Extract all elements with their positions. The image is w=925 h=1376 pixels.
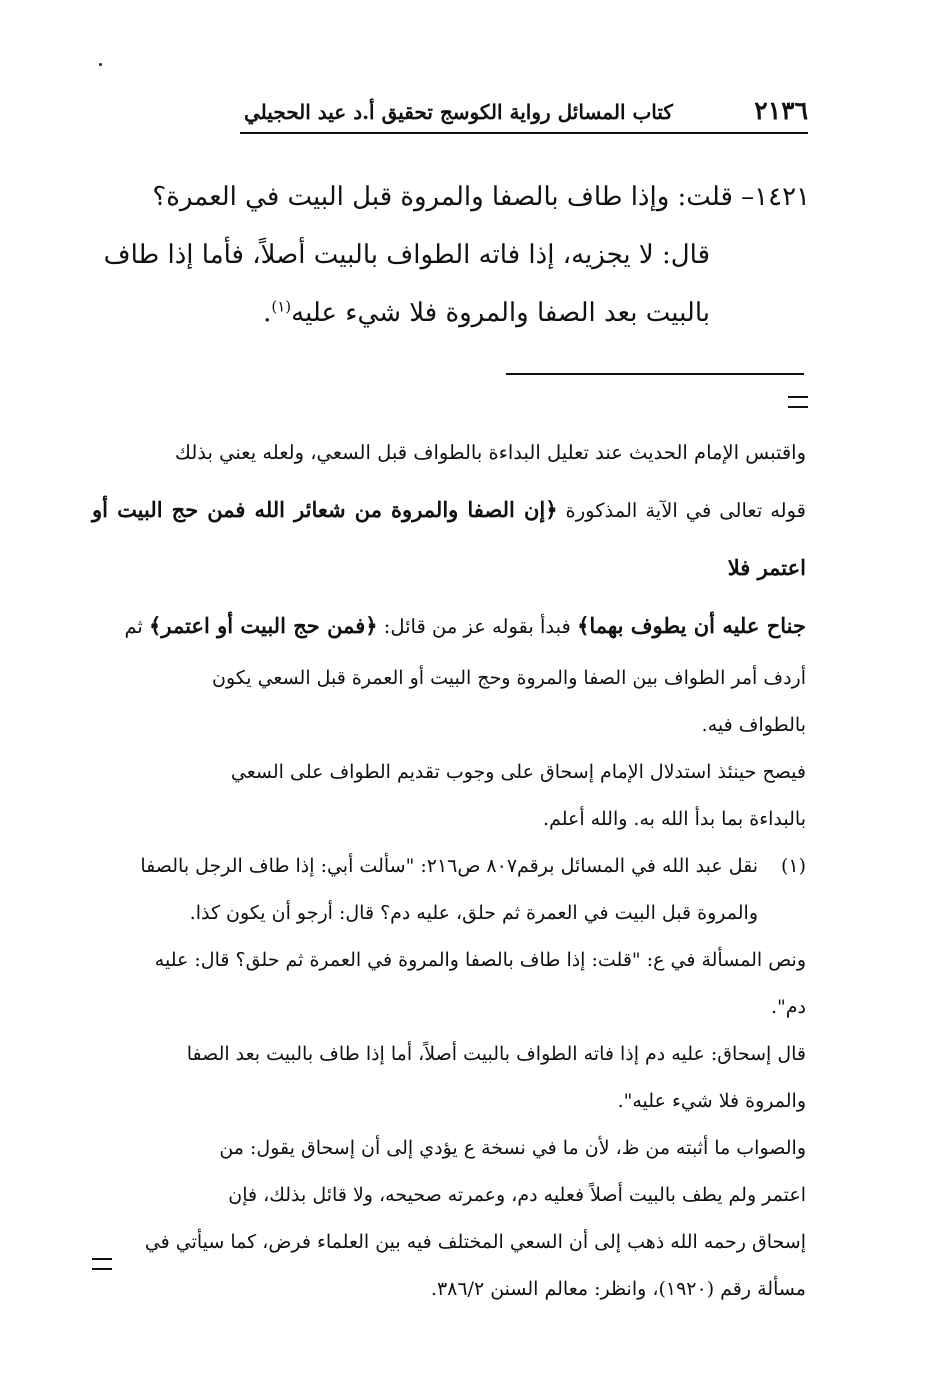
footnote-line: اعتمر ولم يطف بالبيت أصلاً فعليه دم، وعمرته صحيحه، ولا قائل بذلك، فإن [228, 1184, 806, 1206]
footnote-line: فيصح حينئذ استدلال الإمام إسحاق على وجوب تقديم الطواف على السعي [230, 761, 806, 783]
footnote-text: نقل عبد الله في المسائل برقم٨٠٧ ص٢١٦: "سألت أبي: إذا طاف الرجل بالصفا [140, 855, 758, 877]
footnote-line: قال إسحاق: عليه دم إذا فاته الطواف بالبيت أصلاً، أما إذا طاف بالبيت بعد الصفا [186, 1043, 806, 1065]
answer-line-1: قال: لا يجزيه، إذا فاته الطواف بالبيت أصلاً، فأما إذا طاف [103, 240, 710, 270]
footnote-line: إسحاق رحمه الله ذهب إلى أن السعي المختلف فيه بين العلماء فرض، كما سيأتي في [144, 1231, 806, 1253]
footnote-number: (١) [780, 855, 806, 877]
quran-quote: ﴿فمن حج البيت أو اعتمر﴾ [149, 613, 378, 638]
question-paragraph: ١٤٢١– قلت: وإذا طاف بالصفا والمروة قبل البيت في العمرة؟ [152, 182, 810, 212]
answer-period: . [263, 298, 272, 328]
footnote-line: مسألة رقم (١٩٢٠)، وانظر: معالم السنن ٣٨٦/٢. [430, 1278, 806, 1300]
footnote-line: والمروة فلا شيء عليه". [617, 1090, 806, 1112]
page-header [240, 92, 808, 134]
scan-speck [99, 63, 102, 66]
footnote-line: والصواب ما أثبته من ظ، لأن ما في نسخة ع يؤدي إلى أن إسحاق يقول: من [219, 1137, 806, 1159]
footnote-line [92, 597, 806, 655]
footnote-reference[interactable]: (١) [271, 297, 292, 316]
footnote-line: والمروة قبل البيت في العمرة ثم حلق، عليه دم؟ قال: أرجو أن يكون كذا. [189, 902, 758, 924]
answer-line-2 [92, 284, 810, 342]
footnote-line [92, 481, 806, 597]
continuation-mark [788, 396, 808, 408]
footnote-separator [506, 373, 804, 375]
main-text [92, 168, 810, 342]
quran-quote: ﴿إن الصفا والمروة من شعائر الله فمن حج البيت أو اعتمر فلا [92, 497, 806, 580]
footnote-line: واقتبس الإمام الحديث عند تعليل البداءة بالطواف قبل السعي، ولعله يعني بذلك [174, 441, 806, 464]
footnote-1 [92, 843, 806, 890]
continued-mark [92, 1258, 112, 1270]
footnote-line: ونص المسألة في ع: "قلت: إذا طاف بالصفا والمروة في العمرة ثم حلق؟ قال: عليه [154, 949, 806, 971]
quran-quote: جناح عليه أن يطوف بهما﴾ [577, 613, 806, 638]
footnote-line: أردف أمر الطواف بين الصفا والمروة وحج البيت أو العمرة قبل السعي يكون [211, 667, 806, 689]
answer-text: بالبيت بعد الصفا والمروة فلا شيء عليه [291, 298, 710, 328]
page-number: ٢١٣٦ [754, 96, 808, 125]
footnote-text: قوله تعالى في الآية المذكورة [557, 499, 807, 522]
footnotes [92, 424, 806, 1313]
footnote-text: فبدأ بقوله عز من قائل: [377, 615, 578, 638]
footnote-line: بالبداءة بما بدأ الله به. والله أعلم. [543, 808, 806, 830]
footnote-line: دم". [770, 996, 806, 1018]
footnote-text: ثم [124, 615, 150, 638]
footnote-line: بالطواف فيه. [701, 714, 806, 736]
running-title: كتاب المسائل رواية الكوسج تحقيق أ.د عيد الحجيلي [244, 100, 673, 124]
